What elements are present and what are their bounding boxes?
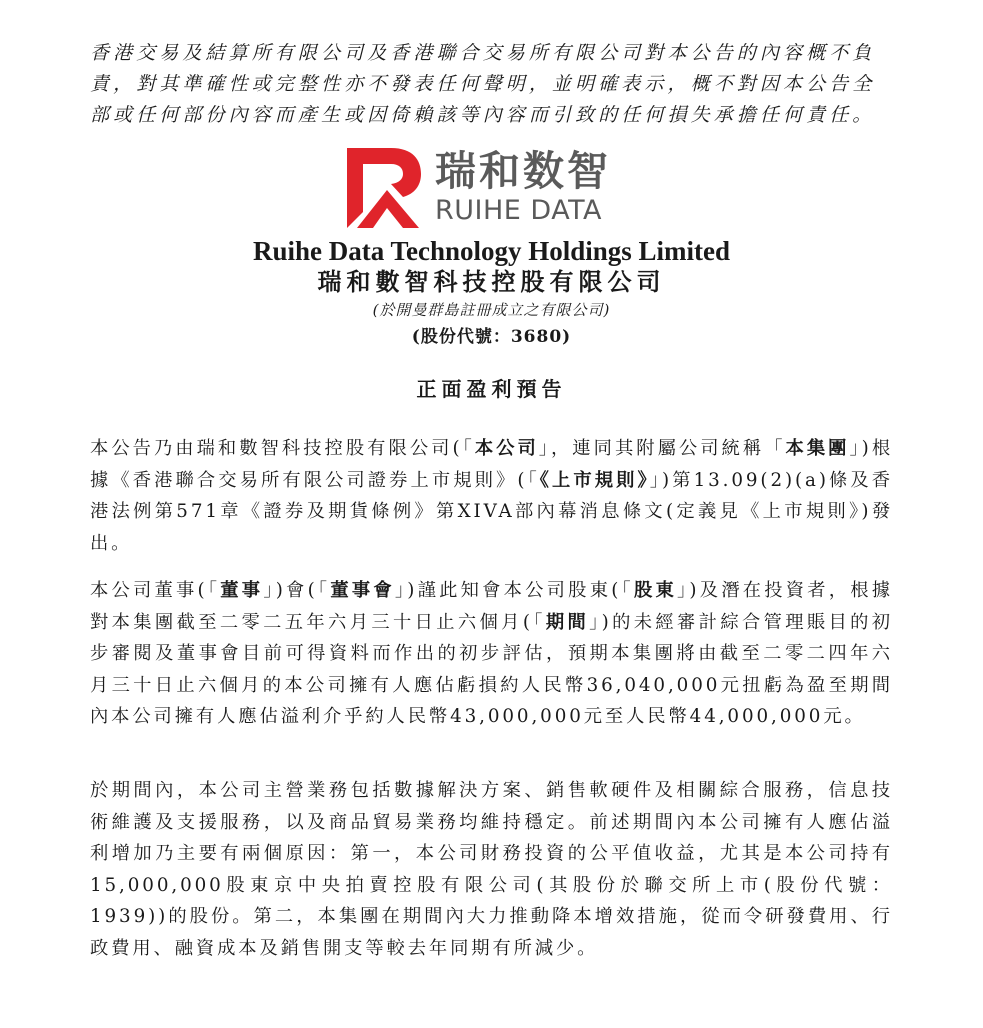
paragraph-profit-forecast: 本公司董事(「董事」)會(「董事會」)謹此知會本公司股東(「股東」)及潛在投資者，根據對本集團截至二零二五年六月三十日止六個月(「期間」)的未經審計綜合管理賬目的初步審閱及董事會目前可得資料而作出的初步評估，預期本集團將由截至二零二四年六月三十日止六個月的本公司擁有人應佔虧損約人民幣36,040,000元扭虧為盈至期間內本公司擁有人應佔溢利介乎約人民幣43,000,000元至人民幣44,000,000元。 <box>90 580 893 728</box>
company-name-english: Ruihe Data Technology Holdings Limited <box>252 236 731 266</box>
company-logo <box>347 148 637 230</box>
paragraph-reasons: 於期間內，本公司主營業務包括數據解決方案、銷售軟硬件及相關綜合服務，信息技術維護及支援服務，以及商品貿易業務均維持穩定。前述期間內本公司擁有人應佔溢利增加乃主要有兩個原因：第一，本公司財務投資的公平值收益，尤其是本公司持有15,000,000股東京中央拍賣控股有限公司(其股份於聯交所上市(股份代號：1939))的股份。第二，本集團在期間內大力推動降本增效措施，從而令研發費用、行政費用、融資成本及銷售開支等較去年同期有所減少。 <box>90 780 893 959</box>
paragraph-introduction: 本公告乃由瑞和數智科技控股有限公司(「本公司」，連同其附屬公司統稱「本集團」)根據《香港聯合交易所有限公司證券上市規則》(「《上市規則》」)第13.09(2)(a)條及香港法例第571章《證券及期貨條例》第XIVA部內幕消息條文(定義見《上市規則》)發出。 <box>90 438 894 554</box>
incorporation-note: (於開曼群島註冊成立之有限公司) <box>372 301 611 319</box>
announcement-title: 正面盈利預告 <box>416 377 567 401</box>
ruihe-logo-mark-icon <box>347 148 425 228</box>
stock-code: (股份代號：3680) <box>411 327 572 347</box>
company-name-chinese: 瑞和數智科技控股有限公司 <box>317 267 666 296</box>
logo-chinese-name: 瑞和数智 <box>435 147 611 195</box>
logo-english-name: RUIHE DATA <box>435 195 602 226</box>
disclaimer-text: 香港交易及結算所有限公司及香港聯合交易所有限公司對本公告的內容概不負責，對其準確性或完整性亦不發表任何聲明，並明確表示，概不對因本公告全部或任何部份內容而產生或因倚賴該等內容而引致的任何損失承擔任何責任。 <box>90 42 876 126</box>
